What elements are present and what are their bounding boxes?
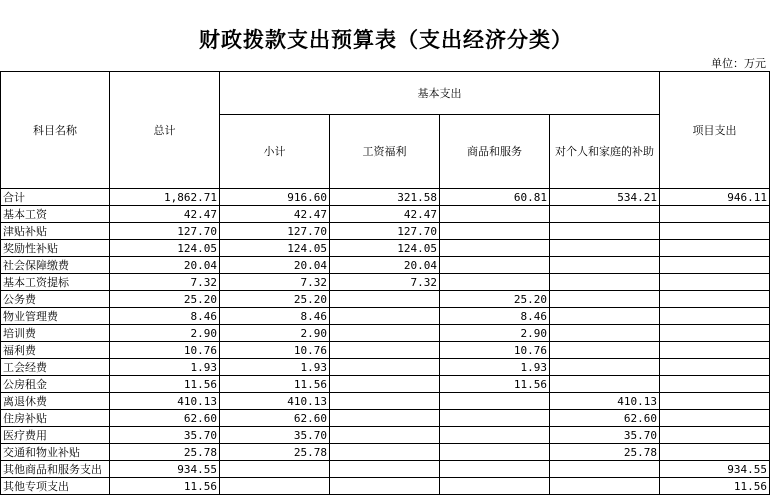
cell-total: 2.90 bbox=[110, 325, 220, 342]
table-row bbox=[1, 427, 770, 444]
cell-personal bbox=[550, 291, 660, 308]
table-row bbox=[1, 223, 770, 240]
cell-project bbox=[660, 291, 770, 308]
cell-goods bbox=[440, 257, 550, 274]
cell-project bbox=[660, 342, 770, 359]
cell-wages bbox=[330, 376, 440, 393]
cell-goods bbox=[440, 444, 550, 461]
cell-personal: 25.78 bbox=[550, 444, 660, 461]
cell-wages: 124.05 bbox=[330, 240, 440, 257]
cell-subject: 社会保障缴费 bbox=[1, 257, 110, 274]
cell-wages bbox=[330, 427, 440, 444]
table-row bbox=[1, 308, 770, 325]
cell-subtotal: 1.93 bbox=[220, 359, 330, 376]
cell-wages bbox=[330, 410, 440, 427]
cell-subject: 工会经费 bbox=[1, 359, 110, 376]
cell-subject: 其他商品和服务支出 bbox=[1, 461, 110, 478]
cell-goods: 60.81 bbox=[440, 189, 550, 206]
table-row bbox=[1, 359, 770, 376]
cell-goods bbox=[440, 427, 550, 444]
cell-personal bbox=[550, 274, 660, 291]
cell-personal bbox=[550, 478, 660, 495]
cell-personal bbox=[550, 240, 660, 257]
cell-wages: 7.32 bbox=[330, 274, 440, 291]
cell-subtotal: 916.60 bbox=[220, 189, 330, 206]
cell-project bbox=[660, 393, 770, 410]
cell-goods bbox=[440, 461, 550, 478]
cell-subject: 医疗费用 bbox=[1, 427, 110, 444]
cell-project bbox=[660, 206, 770, 223]
cell-subtotal: 10.76 bbox=[220, 342, 330, 359]
cell-subtotal: 42.47 bbox=[220, 206, 330, 223]
cell-goods bbox=[440, 223, 550, 240]
header-wages: 工资福利 bbox=[330, 115, 440, 189]
cell-goods bbox=[440, 410, 550, 427]
cell-wages bbox=[330, 444, 440, 461]
table-row bbox=[1, 410, 770, 427]
table-row bbox=[1, 342, 770, 359]
cell-project bbox=[660, 359, 770, 376]
table-row bbox=[1, 461, 770, 478]
header-subject: 科目名称 bbox=[1, 72, 110, 189]
cell-goods bbox=[440, 206, 550, 223]
cell-goods: 11.56 bbox=[440, 376, 550, 393]
table-row bbox=[1, 478, 770, 495]
cell-subject: 离退休费 bbox=[1, 393, 110, 410]
table-row bbox=[1, 206, 770, 223]
cell-wages: 20.04 bbox=[330, 257, 440, 274]
cell-personal bbox=[550, 257, 660, 274]
cell-goods: 8.46 bbox=[440, 308, 550, 325]
cell-project: 934.55 bbox=[660, 461, 770, 478]
cell-wages bbox=[330, 291, 440, 308]
cell-personal: 534.21 bbox=[550, 189, 660, 206]
cell-wages bbox=[330, 359, 440, 376]
cell-personal: 410.13 bbox=[550, 393, 660, 410]
cell-subject: 其他专项支出 bbox=[1, 478, 110, 495]
cell-subject: 合计 bbox=[1, 189, 110, 206]
cell-personal bbox=[550, 342, 660, 359]
cell-subtotal bbox=[220, 478, 330, 495]
cell-total: 124.05 bbox=[110, 240, 220, 257]
cell-total: 10.76 bbox=[110, 342, 220, 359]
table-row bbox=[1, 274, 770, 291]
cell-subtotal: 35.70 bbox=[220, 427, 330, 444]
cell-goods bbox=[440, 478, 550, 495]
cell-total: 1,862.71 bbox=[110, 189, 220, 206]
cell-subtotal: 62.60 bbox=[220, 410, 330, 427]
cell-goods: 1.93 bbox=[440, 359, 550, 376]
cell-personal bbox=[550, 308, 660, 325]
cell-total: 127.70 bbox=[110, 223, 220, 240]
cell-wages bbox=[330, 478, 440, 495]
cell-project bbox=[660, 325, 770, 342]
header-personal: 对个人和家庭的补助 bbox=[550, 115, 660, 189]
table-row bbox=[1, 240, 770, 257]
cell-total: 35.70 bbox=[110, 427, 220, 444]
cell-subject: 公务费 bbox=[1, 291, 110, 308]
cell-project: 946.11 bbox=[660, 189, 770, 206]
cell-project bbox=[660, 444, 770, 461]
cell-subtotal: 20.04 bbox=[220, 257, 330, 274]
cell-total: 25.78 bbox=[110, 444, 220, 461]
cell-subject: 津贴补贴 bbox=[1, 223, 110, 240]
cell-subject: 交通和物业补贴 bbox=[1, 444, 110, 461]
cell-project: 11.56 bbox=[660, 478, 770, 495]
cell-project bbox=[660, 376, 770, 393]
table-row bbox=[1, 291, 770, 308]
cell-total: 62.60 bbox=[110, 410, 220, 427]
cell-project bbox=[660, 410, 770, 427]
table-row bbox=[1, 376, 770, 393]
cell-total: 8.46 bbox=[110, 308, 220, 325]
cell-subtotal: 11.56 bbox=[220, 376, 330, 393]
cell-wages bbox=[330, 325, 440, 342]
header-basic: 基本支出 bbox=[220, 72, 660, 115]
cell-subtotal: 8.46 bbox=[220, 308, 330, 325]
cell-goods: 25.20 bbox=[440, 291, 550, 308]
cell-personal: 35.70 bbox=[550, 427, 660, 444]
cell-wages: 321.58 bbox=[330, 189, 440, 206]
cell-subtotal: 124.05 bbox=[220, 240, 330, 257]
cell-subject: 公房租金 bbox=[1, 376, 110, 393]
unit-label: 单位：万元 bbox=[711, 57, 766, 70]
cell-wages bbox=[330, 342, 440, 359]
cell-wages bbox=[330, 308, 440, 325]
cell-total: 42.47 bbox=[110, 206, 220, 223]
cell-personal bbox=[550, 359, 660, 376]
cell-project bbox=[660, 274, 770, 291]
header-goods: 商品和服务 bbox=[440, 115, 550, 189]
cell-total: 7.32 bbox=[110, 274, 220, 291]
header-project: 项目支出 bbox=[660, 72, 770, 189]
cell-subject: 住房补贴 bbox=[1, 410, 110, 427]
cell-goods bbox=[440, 274, 550, 291]
cell-wages: 42.47 bbox=[330, 206, 440, 223]
cell-wages bbox=[330, 393, 440, 410]
table-row bbox=[1, 325, 770, 342]
cell-goods: 2.90 bbox=[440, 325, 550, 342]
cell-subtotal: 25.78 bbox=[220, 444, 330, 461]
header-subtotal: 小计 bbox=[220, 115, 330, 189]
cell-total: 20.04 bbox=[110, 257, 220, 274]
cell-project bbox=[660, 257, 770, 274]
cell-personal bbox=[550, 376, 660, 393]
cell-subject: 福利费 bbox=[1, 342, 110, 359]
budget-table bbox=[0, 71, 770, 495]
cell-subject: 奖励性补贴 bbox=[1, 240, 110, 257]
table-row bbox=[1, 257, 770, 274]
cell-subject: 培训费 bbox=[1, 325, 110, 342]
cell-subtotal bbox=[220, 461, 330, 478]
cell-total: 410.13 bbox=[110, 393, 220, 410]
cell-wages: 127.70 bbox=[330, 223, 440, 240]
cell-total: 934.55 bbox=[110, 461, 220, 478]
cell-personal: 62.60 bbox=[550, 410, 660, 427]
cell-subtotal: 7.32 bbox=[220, 274, 330, 291]
page-title: 财政拨款支出预算表（支出经济分类） bbox=[199, 27, 573, 52]
cell-subject: 物业管理费 bbox=[1, 308, 110, 325]
cell-subtotal: 127.70 bbox=[220, 223, 330, 240]
cell-total: 25.20 bbox=[110, 291, 220, 308]
cell-subtotal: 410.13 bbox=[220, 393, 330, 410]
cell-personal bbox=[550, 461, 660, 478]
cell-wages bbox=[330, 461, 440, 478]
cell-total: 1.93 bbox=[110, 359, 220, 376]
cell-project bbox=[660, 223, 770, 240]
table-row bbox=[1, 444, 770, 461]
cell-goods bbox=[440, 393, 550, 410]
cell-personal bbox=[550, 206, 660, 223]
cell-subtotal: 25.20 bbox=[220, 291, 330, 308]
cell-project bbox=[660, 308, 770, 325]
cell-total: 11.56 bbox=[110, 376, 220, 393]
cell-total: 11.56 bbox=[110, 478, 220, 495]
table-row bbox=[1, 189, 770, 206]
cell-subject: 基本工资提标 bbox=[1, 274, 110, 291]
cell-subject: 基本工资 bbox=[1, 206, 110, 223]
cell-personal bbox=[550, 223, 660, 240]
cell-goods: 10.76 bbox=[440, 342, 550, 359]
cell-project bbox=[660, 240, 770, 257]
cell-goods bbox=[440, 240, 550, 257]
cell-subtotal: 2.90 bbox=[220, 325, 330, 342]
table-row bbox=[1, 393, 770, 410]
header-total: 总计 bbox=[110, 72, 220, 189]
cell-personal bbox=[550, 325, 660, 342]
cell-project bbox=[660, 427, 770, 444]
